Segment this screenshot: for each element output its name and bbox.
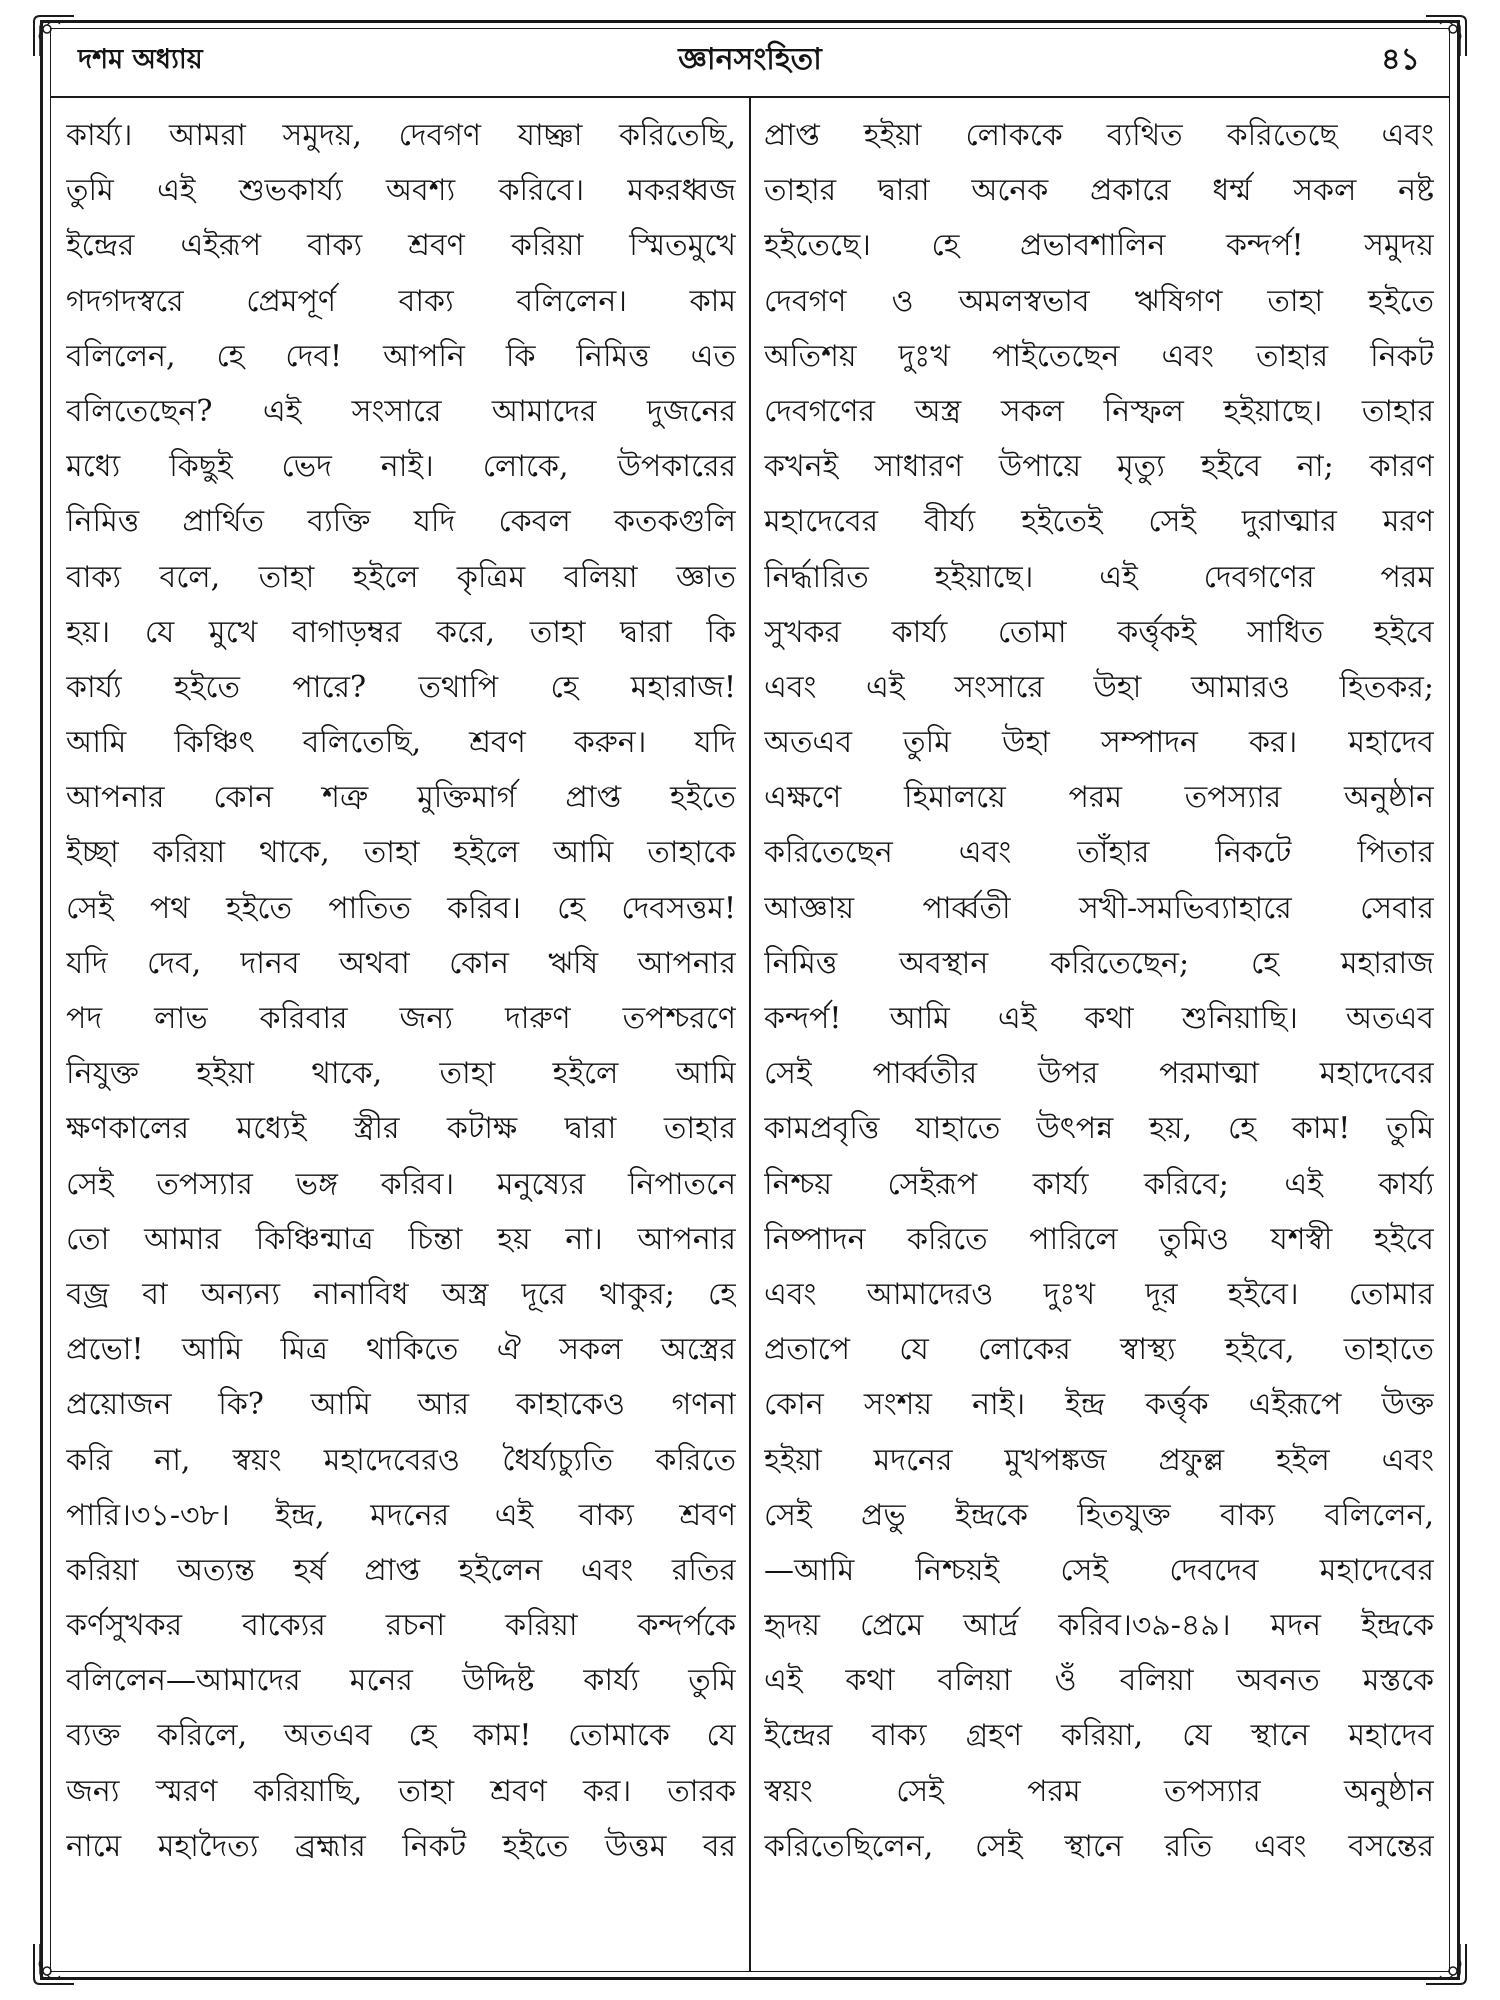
text-line: সেই তপস্যার ভঙ্গ করিব। মনুষ্যের নিপাতনে [66,1166,736,1202]
text-line: ইন্দ্রের এইরূপ বাক্য শ্রবণ করিয়া স্মিতমুখে [66,228,736,264]
text-line: নিমিত্ত প্রার্থিত ব্যক্তি যদি কেবল কতকগুলি [66,504,736,540]
text-line: তো আমার কিঞ্চিন্মাত্র চিন্তা হয় না। আপনার [66,1221,736,1257]
text-line: নিশ্চয় সেইরূপ কার্য্য করিবে; এই কার্য্য [764,1166,1434,1202]
text-line: ব্যক্ত করিলে, অতএব হে কাম! তোমাকে যে [66,1718,736,1754]
text-line: করিয়া অত্যন্ত হর্ষ প্রাপ্ত হইলেন এবং রতির [66,1552,736,1588]
text-line: স্বয়ং সেই পরম তপস্যার অনুষ্ঠান [764,1773,1434,1809]
column-divider [749,98,751,1972]
text-line: নির্দ্ধারিত হইয়াছে। এই দেবগণের পরম [764,559,1434,595]
text-line: নামে মহাদৈত্য ব্রহ্মার নিকট হইতে উত্তম বর [66,1828,736,1864]
text-line: হয়। যে মুখে বাগাড়ম্বর করে, তাহা দ্বারা কি [66,614,736,650]
text-line: কন্দর্প! আমি এই কথা শুনিয়াছি। অতএব [764,1001,1434,1036]
text-line: সেই পথ হইতে পাতিত করিব। হে দেবসত্তম! [66,890,736,926]
text-line: —আমি নিশ্চয়ই সেই দেবদেব মহাদেবের [764,1552,1434,1588]
text-line: তাহার দ্বারা অনেক প্রকারে ধর্ম্ম সকল নষ্ট [764,173,1434,209]
text-line: এক্ষণে হিমালয়ে পরম তপস্যার অনুষ্ঠান [764,780,1434,816]
text-line: হইয়া মদনের মুখপঙ্কজ প্রফুল্ল হইল এবং [764,1442,1434,1478]
text-line: আপনার কোন শত্রু মুক্তিমার্গ প্রাপ্ত হইতে [66,780,736,816]
text-line: কখনই সাধারণ উপায়ে মৃত্যু হইবে না; কারণ [764,449,1434,485]
corner-ornament-icon [1424,1942,1470,1988]
text-line: মধ্যে কিছুই ভেদ নাই। লোকে, উপকারের [66,449,736,485]
text-line: আমি কিঞ্চিৎ বলিতেছি, শ্রবণ করুন। যদি [66,725,736,761]
text-line: সেই পার্ব্বতীর উপর পরমাত্মা মহাদেবের [764,1056,1434,1092]
text-line: প্রতাপে যে লোকের স্বাস্থ্য হইবে, তাহাতে [764,1332,1434,1368]
text-line: তুমি এই শুভকার্য্য অবশ্য করিবে। মকরধ্বজ [66,173,736,209]
text-line: এবং এই সংসারে উহা আমারও হিতকর; [764,669,1434,705]
text-line: নিমিত্ত অবস্থান করিতেছেন; হে মহারাজ [764,945,1434,981]
text-line: করিতেছেন এবং তাঁহার নিকটে পিতার [764,835,1434,871]
text-line: বলিলেন—আমাদের মনের উদ্দিষ্ট কার্য্য তুমি [66,1663,736,1699]
text-line: অতিশয় দুঃখ পাইতেছেন এবং তাহার নিকট [764,338,1434,374]
text-line: এবং আমাদেরও দুঃখ দূর হইবে। তোমার [764,1276,1434,1312]
text-line: সুখকর কার্য্য তোমা কর্ত্তৃকই সাধিত হইবে [764,614,1434,650]
text-line: আজ্ঞায় পার্ব্বতী সখী-সমভিব্যাহারে সেবার [764,890,1434,926]
text-line: পদ লাভ করিবার জন্য দারুণ তপশ্চরণে [66,1001,736,1036]
text-line: বলিলেন, হে দেব! আপনি কি নিমিত্ত এত [66,338,736,374]
text-line: প্রভো! আমি মিত্র থাকিতে ঐ সকল অস্ত্রের [66,1332,736,1368]
text-line: যদি দেব, দানব অথবা কোন ঋষি আপনার [66,945,736,981]
text-line: বলিতেছেন? এই সংসারে আমাদের দুজনের [66,393,736,429]
text-line: মহাদেবের বীর্য্য হইতেই সেই দুরাত্মার মরণ [764,504,1434,540]
text-column-right [764,108,1434,1874]
text-line: কোন সংশয় নাই। ইন্দ্র কর্ত্তৃক এইরূপে উক্ত [764,1387,1434,1423]
text-line: ইচ্ছা করিয়া থাকে, তাহা হইলে আমি তাহাকে [66,835,736,871]
text-line: হৃদয় প্রেমে আর্দ্র করিব।৩৯-৪৯। মদন ইন্দ্রকে [764,1608,1434,1644]
text-line: প্রাপ্ত হইয়া লোককে ব্যথিত করিতেছে এবং [764,118,1434,153]
text-line: অতএব তুমি উহা সম্পাদন কর। মহাদেব [764,725,1434,761]
text-line: নিযুক্ত হইয়া থাকে, তাহা হইলে আমি [66,1056,736,1092]
text-line: কার্য্য। আমরা সমুদয়, দেবগণ যাচ্ঞা করিতেছি, [66,118,736,153]
text-line: বাক্য বলে, তাহা হইলে কৃত্রিম বলিয়া জ্ঞাত [66,559,736,595]
book-title: জ্ঞানসংহিতা [678,42,822,77]
text-line: কামপ্রবৃত্তি যাহাতে উৎপন্ন হয়, হে কাম! তুমি [764,1111,1434,1147]
chapter-title: দশম অধ্যায় [78,44,203,75]
page-number: ৪১ [1381,42,1420,77]
text-line: বজ্র বা অন্যন্য নানাবিধ অস্ত্র দূরে থাকুর; হে [66,1276,736,1312]
text-line: করিতেছিলেন, সেই স্থানে রতি এবং বসন্তের [764,1828,1434,1864]
text-line: ক্ষণকালের মধ্যেই স্ত্রীর কটাক্ষ দ্বারা তাহার [66,1111,736,1147]
text-line: ইন্দ্রের বাক্য গ্রহণ করিয়া, যে স্থানে মহাদেব [764,1718,1434,1754]
text-line: কার্য্য হইতে পারে? তথাপি হে মহারাজ! [66,669,736,705]
corner-ornament-icon [30,1942,76,1988]
text-line: গদগদস্বরে প্রেমপূর্ণ বাক্য বলিলেন। কাম [66,283,736,319]
text-line: এই কথা বলিয়া ওঁ বলিয়া অবনত মস্তকে [764,1663,1434,1699]
text-column-left [66,108,736,1874]
text-line: প্রয়োজন কি? আমি আর কাহাকেও গণনা [66,1387,736,1423]
text-line: জন্য স্মরণ করিয়াছি, তাহা শ্রবণ কর। তারক [66,1773,736,1809]
text-line: সেই প্রভু ইন্দ্রকে হিতযুক্ত বাক্য বলিলেন, [764,1497,1434,1533]
text-line: কর্ণসুখকর বাক্যের রচনা করিয়া কন্দর্পকে [66,1608,736,1644]
text-line: পারি।৩১-৩৮। ইন্দ্র, মদনের এই বাক্য শ্রবণ [66,1497,736,1533]
text-line: দেবগণের অস্ত্র সকল নিস্ফল হইয়াছে। তাহার [764,393,1434,429]
text-line: নিষ্পাদন করিতে পারিলে তুমিও যশস্বী হইবে [764,1221,1434,1257]
text-line: দেবগণ ও অমলস্বভাব ঋষিগণ তাহা হইতে [764,283,1434,319]
text-line: হইতেছে। হে প্রভাবশালিন কন্দর্প! সমুদয় [764,228,1434,264]
running-header [50,28,1450,98]
text-line: করি না, স্বয়ং মহাদেবেরও ধৈর্য্যচ্যুতি করিতে [66,1442,736,1478]
